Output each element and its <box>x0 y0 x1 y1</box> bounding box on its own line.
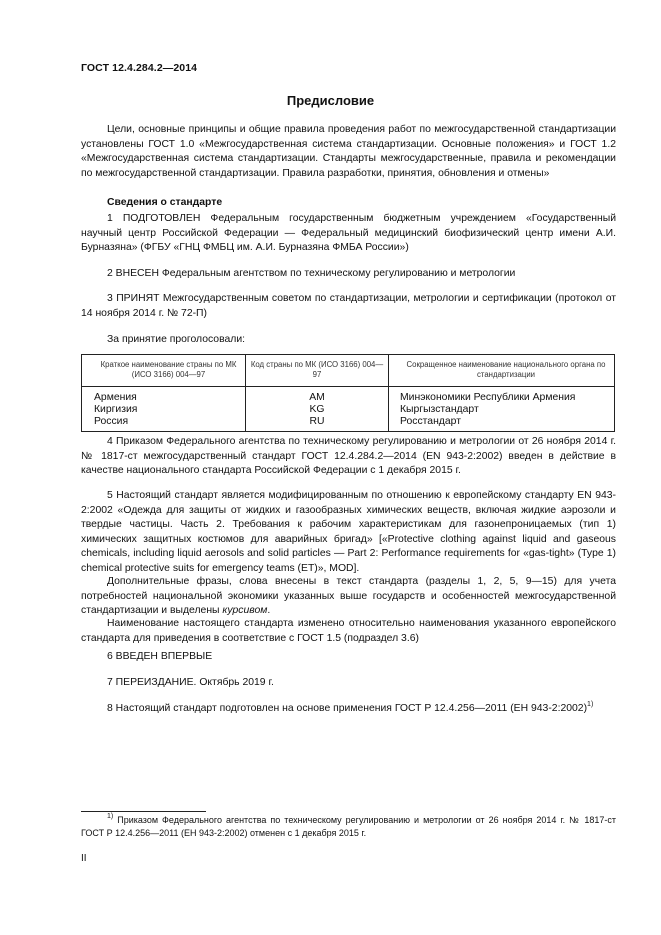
countries-table <box>81 354 615 432</box>
footnote-text: Приказом Федерального агентства по техническому регулированию и метрологии от 26 ноября 2014 г. № 1817-ст ГОСТ Р 12.4.256—2011 (ЕН 943-2:2002) отменен с 1 декабря 2015 г. <box>81 815 616 838</box>
cell-code: AM <box>246 387 389 405</box>
page-number: II <box>81 853 87 864</box>
item-4: 4 Приказом Федерального агентства по техническому регулированию и метрологии от 26 ноября 2014 г. № 1817-ст межгосударственный стандарт ГОСТ 12.4.284.2—2014 (EN 943-2:2002) введен в действие в качестве национального стандарта Российской Федерации с 1 декабря 2015 г. <box>81 436 616 477</box>
footnote <box>81 814 616 839</box>
item-1: 1 ПОДГОТОВЛЕН Федеральным государственным бюджетным учреждением «Государственный научный центр Российской Федерации — Федеральный медицинский биофизический центр имени А.И. Бурназяна» (ФГБУ «ГНЦ ФМБЦ им. А.И. Бурназяна ФМБА России») <box>81 213 616 254</box>
cell-body: Росстандарт <box>389 416 615 432</box>
table-row <box>82 416 615 432</box>
cell-body: Кыргызстандарт <box>389 404 615 416</box>
section-heading: Сведения о стандарте <box>107 197 223 208</box>
cell-code: KG <box>246 404 389 416</box>
item-7: 7 ПЕРЕИЗДАНИЕ. Октябрь 2019 г. <box>107 677 274 688</box>
column-header-body: Сокращенное наименование национального органа по стандартизации <box>389 355 615 387</box>
cell-country: Армения <box>82 387 246 405</box>
table-row <box>82 404 615 416</box>
item-8-footnote-ref: 1) <box>587 700 594 708</box>
item-8-text: 8 Настоящий стандарт подготовлен на основе применения ГОСТ Р 12.4.256—2011 (ЕН 943-2:2002) <box>107 703 588 714</box>
column-header-country: Краткое наименование страны по МК (ИСО 3166) 004—97 <box>82 355 246 387</box>
document-header: ГОСТ 12.4.284.2—2014 <box>81 62 198 74</box>
item-5-additional <box>81 575 616 619</box>
footnote-divider <box>81 811 206 812</box>
item-5-italic-word: курсивом <box>222 605 268 617</box>
item-6: 6 ВВЕДЕН ВПЕРВЫЕ <box>107 651 213 662</box>
item-5-additional-end: . <box>267 605 271 617</box>
page-title: Предисловие <box>286 93 375 108</box>
cell-code: RU <box>246 416 389 432</box>
item-5-additional-text: Дополнительные фразы, слова внесены в текст стандарта (разделы 1, 2, 5, 9—15) для учета потребностей национальной экономики указанных выше государств и особенностей межгосударственной стандартизации и выделены <box>81 576 616 617</box>
table-row <box>82 387 615 405</box>
voted-label: За принятие проголосовали: <box>107 334 246 345</box>
intro-paragraph: Цели, основные принципы и общие правила проведения работ по межгосударственной стандартизации установлены ГОСТ 1.0 «Межгосударственная система стандартизации. Основные положения» и ГОСТ 1.2 «Межгосударственная система стандартизации. Стандарты межгосударственные, правила и рекомендации по межгосударственной стандартизации. Правила разработки, принятия, обновления и отмены» <box>81 124 616 179</box>
cell-country: Россия <box>82 416 246 432</box>
item-8 <box>81 702 616 717</box>
item-5-title-change: Наименование настоящего стандарта изменено относительно наименования указанного европейского стандарта для приведения в соответствие с ГОСТ 1.5 (подраздел 3.6) <box>81 618 616 644</box>
table-header-row <box>82 355 615 387</box>
item-3: 3 ПРИНЯТ Межгосударственным советом по стандартизации, метрологии и сертификации (протокол от 14 ноября 2014 г. № 72-П) <box>81 293 616 319</box>
item-2: 2 ВНЕСЕН Федеральным агентством по техническому регулированию и метрологии <box>107 268 516 279</box>
column-header-code: Код страны по МК (ИСО 3166) 004—97 <box>246 355 389 387</box>
cell-country: Киргизия <box>82 404 246 416</box>
cell-body: Минэкономики Республики Армения <box>389 387 615 405</box>
footnote-mark: 1) <box>107 813 114 820</box>
item-5: 5 Настоящий стандарт является модифицированным по отношению к европейскому стандарту EN 943-2:2002 «Одежда для защиты от жидких и газообразных химических веществ, включая жидкие аэрозоли и твердые частицы. Часть 2. Требования к рабочим характеристикам для газонепроницаемых (тип 1) химических защитных костюмов для аварийных бригад» [«Protective clothing against liquid and gaseous chemicals, including liquid aerosols and solid particles — Part 2: Performance requirements for «gas-tight» (Type 1) chemical protective suits for emergency teams (ET)», MOD]. <box>81 490 616 574</box>
